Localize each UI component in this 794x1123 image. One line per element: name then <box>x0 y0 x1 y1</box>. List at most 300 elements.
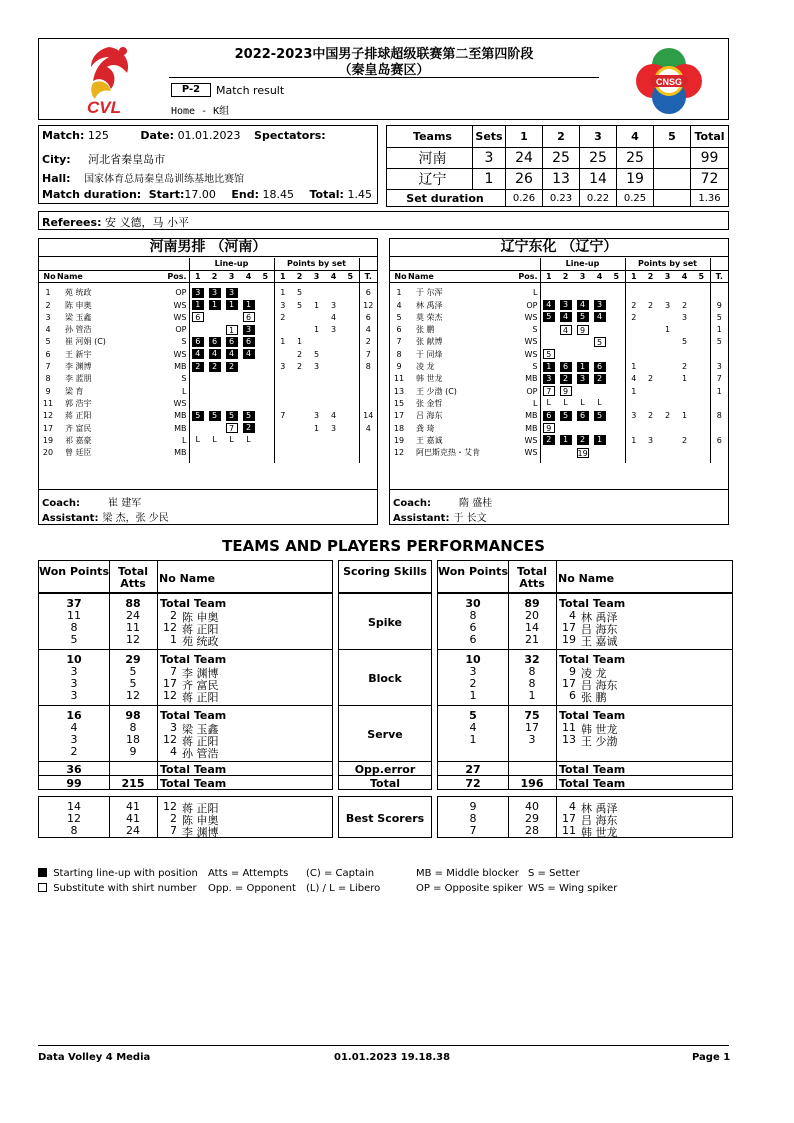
player-total: 8 <box>365 362 371 372</box>
set-points: 1 <box>313 325 320 335</box>
player-row <box>39 360 377 372</box>
set-points: 3 <box>330 423 337 433</box>
total-label: Total: <box>309 188 344 201</box>
lineup-cell <box>540 446 557 458</box>
total-atts: 98 <box>125 709 141 722</box>
player-total <box>710 287 728 299</box>
player-number: 7 <box>396 337 402 347</box>
player-number: 19 <box>42 435 54 445</box>
player-total: 7 <box>365 349 371 359</box>
roster-col-header: 4 <box>245 271 252 281</box>
set-points <box>659 434 676 446</box>
lineup-cell <box>574 360 591 372</box>
perf-player-number: 7 <box>170 665 177 678</box>
roster-col-header: 4 <box>681 271 688 281</box>
scoring-skills-header: Scoring Skills <box>343 565 427 578</box>
lineup-marker: 6 <box>209 337 221 347</box>
lineup-cell <box>574 434 591 446</box>
won-points: 11 <box>67 609 81 622</box>
player-row <box>390 336 728 348</box>
total-team-label: Total Team <box>559 709 626 722</box>
legend-substitute: Substitute with shirt number <box>53 883 197 894</box>
player-position: OP <box>155 287 189 299</box>
perf-player-name: 蒋 正阳 <box>182 691 219 704</box>
player-name: 吕 海东 <box>416 411 443 421</box>
lineup-cell <box>591 336 608 348</box>
set-points: 3 <box>647 435 654 445</box>
set-points <box>325 446 342 458</box>
perf-player-name: 韩 世龙 <box>581 826 618 839</box>
set-points <box>325 348 342 360</box>
set-points <box>676 323 693 335</box>
lineup-cell <box>189 446 206 458</box>
hall: 国家体育总局秦皇岛训练基地比赛馆 <box>84 174 245 185</box>
lineup-cell <box>189 385 206 397</box>
perf-player-name: 梁 玉鑫 <box>182 723 219 736</box>
lineup-marker: L <box>546 398 551 408</box>
set-points <box>676 422 693 434</box>
perf-player-number: 4 <box>569 609 576 622</box>
lineup-marker: 4 <box>577 300 589 310</box>
total-atts: 8 <box>528 665 536 678</box>
skill-name: Opp.error <box>354 763 416 776</box>
player-number: 12 <box>42 411 54 421</box>
player-row <box>390 422 728 434</box>
total-atts: 14 <box>525 621 539 634</box>
lineup-cell <box>591 385 608 397</box>
roster-col-header: 1 <box>279 271 286 281</box>
set-points: 1 <box>664 325 671 335</box>
lineup-marker: 1 <box>192 300 204 310</box>
perf-player-name: 陈 申奥 <box>182 611 219 624</box>
set-points: 2 <box>631 300 637 310</box>
perf-player-number: 12 <box>163 689 177 702</box>
assistant-name: 梁 杰，张 少民 <box>102 513 169 524</box>
lineup-cell <box>240 287 257 299</box>
roster-filler-cell <box>274 459 291 463</box>
date-label: Date: <box>140 129 175 142</box>
player-position: MB <box>155 422 189 434</box>
header <box>38 38 729 120</box>
player-row <box>39 348 377 360</box>
lineup-cell <box>206 446 223 458</box>
lineup-marker: 6 <box>560 362 572 372</box>
legend-mb: MB = Middle blocker <box>416 868 519 879</box>
set-points <box>642 311 659 323</box>
set-points <box>625 397 642 409</box>
lineup-marker: L <box>597 398 602 408</box>
player-number: 20 <box>42 448 54 458</box>
set-points <box>342 385 359 397</box>
player-name: 王 新宇 <box>65 349 92 359</box>
player-name: 张 金哲 <box>416 398 443 408</box>
perf-player-name: 李 渊博 <box>182 826 219 839</box>
lineup-cell <box>206 360 223 372</box>
roster-filler-cell <box>591 459 608 463</box>
col-divider <box>556 776 557 789</box>
total-atts: 28 <box>525 824 539 837</box>
lineup-marker: 4 <box>243 349 255 359</box>
player-row <box>39 311 377 323</box>
player-total: 6 <box>365 312 371 322</box>
lineup-cell <box>189 360 206 372</box>
lineup-cell <box>557 311 574 323</box>
coach-name: 崔 建军 <box>108 498 142 509</box>
player-row <box>39 323 377 335</box>
lineup-cell <box>206 336 223 348</box>
total-atts: 32 <box>524 653 540 666</box>
set-points <box>291 410 308 422</box>
player-position: L <box>155 434 189 446</box>
roster-col-header: 1 <box>630 271 637 281</box>
lineup-cell <box>557 336 574 348</box>
set-points <box>342 323 359 335</box>
player-name: 梁 玉鑫 <box>65 312 92 322</box>
player-number: 9 <box>396 362 402 372</box>
lineup-marker: 4 <box>560 312 572 322</box>
lineup-marker: 3 <box>226 288 238 298</box>
score-header-teams: Teams <box>387 126 473 148</box>
lineup-marker: 1 <box>577 362 589 372</box>
set-points: 3 <box>313 362 320 372</box>
lineup-marker: 3 <box>543 374 555 384</box>
player-number: 4 <box>45 325 51 335</box>
skill-cell <box>338 705 432 762</box>
roster-col-header: T. <box>715 271 723 281</box>
player-row <box>39 422 377 434</box>
total-team-label: Total Team <box>160 777 227 790</box>
lineup-marker: 6 <box>192 337 204 347</box>
perf-header <box>437 560 733 593</box>
total-team-label: Total Team <box>559 763 626 776</box>
set-points: 1 <box>280 337 286 347</box>
player-name: 齐 富民 <box>65 423 92 433</box>
lineup-cell <box>240 410 257 422</box>
lineup-marker: 6 <box>577 411 589 421</box>
player-position: OP <box>155 323 189 335</box>
lineup-marker: 4 <box>226 349 238 359</box>
lineup-marker: 9 <box>543 423 555 433</box>
won-points: 3 <box>70 677 78 690</box>
total-atts-header: Total Atts <box>117 565 149 590</box>
lineup-cell <box>608 434 625 446</box>
lineup-marker: L <box>246 435 251 445</box>
city: 河北省秦皇岛市 <box>88 153 166 166</box>
set-points <box>308 434 325 446</box>
lineup-cell <box>206 422 223 434</box>
lineup-cell <box>557 410 574 422</box>
lineup-cell <box>257 336 274 348</box>
lineup-marker: 3 <box>209 288 221 298</box>
score-set: 25 <box>617 148 654 169</box>
set-points <box>274 434 291 446</box>
player-position: L <box>155 385 189 397</box>
player-name: 曾 廷臣 <box>65 448 92 458</box>
player-position: WS <box>155 397 189 409</box>
assistant-label: Assistant: <box>393 513 450 524</box>
player-row <box>39 410 377 422</box>
lineup-cell <box>574 299 591 311</box>
score-header-total: Total <box>691 126 729 148</box>
player-total: 1 <box>716 386 722 396</box>
player-total: 6 <box>365 288 371 298</box>
total-atts: 8 <box>129 721 137 734</box>
lineup-marker: 2 <box>192 362 204 372</box>
lineup-cell <box>557 287 574 299</box>
total-atts: 11 <box>126 621 140 634</box>
col-divider <box>556 561 557 592</box>
player-number: 7 <box>45 362 51 372</box>
lineup-cell <box>574 287 591 299</box>
legend-libero: (L) / L = Libero <box>306 883 381 894</box>
perf-player-number: 17 <box>562 621 576 634</box>
lineup-marker: 9 <box>577 325 589 335</box>
perf-player-name: 李 渊博 <box>182 667 219 680</box>
no-name-header: No Name <box>159 572 216 585</box>
set-points: 1 <box>280 288 286 298</box>
perf-player-name: 蒋 正阳 <box>182 802 219 815</box>
player-position: S <box>155 373 189 385</box>
set-points <box>642 397 659 409</box>
player-name: 孙 管浩 <box>65 325 92 335</box>
player-name: 梁 育 <box>65 386 84 396</box>
player-row <box>390 323 728 335</box>
roster-filler-cell <box>359 459 377 463</box>
player-row <box>39 336 377 348</box>
perf-player-number: 17 <box>562 812 576 825</box>
lineup-cell <box>240 373 257 385</box>
total-atts: 29 <box>525 812 539 825</box>
won-points: 37 <box>66 597 82 610</box>
roster-col-header: 3 <box>664 271 671 281</box>
player-position: OP <box>506 385 540 397</box>
perf-player-number: 12 <box>163 621 177 634</box>
player-position: WS <box>506 348 540 360</box>
lineup-cell <box>223 360 240 372</box>
lineup-marker: 2 <box>209 362 221 372</box>
roster-filler <box>39 459 377 463</box>
total-atts: 41 <box>126 800 140 813</box>
set-points <box>291 434 308 446</box>
lineup-marker: 3 <box>243 325 255 335</box>
score-set: 26 <box>506 169 543 190</box>
won-points: 72 <box>465 777 481 790</box>
player-total: 4 <box>365 423 371 433</box>
lineup-cell <box>540 397 557 409</box>
score-header-set1: 1 <box>506 126 543 148</box>
roster-col-header: No <box>394 271 407 281</box>
roster-col-header: 4 <box>330 271 337 281</box>
player-name: 崔 河娟 (C) <box>65 337 106 347</box>
roster-filler-cell <box>240 459 257 463</box>
player-row <box>390 360 728 372</box>
score-row-home <box>387 148 729 169</box>
assistant-line <box>393 509 487 524</box>
score-set: 14 <box>580 169 617 190</box>
score-set: 25 <box>543 148 580 169</box>
lineup-cell <box>189 373 206 385</box>
roster-filler-cell <box>257 459 274 463</box>
perf-player-number: 19 <box>562 633 576 646</box>
team-name: 辽宁东化 （辽宁） <box>390 239 728 257</box>
lineup-marker: 6 <box>243 337 255 347</box>
lineup-marker: 3 <box>577 374 589 384</box>
set-points <box>693 446 710 458</box>
lineup-cell <box>608 323 625 335</box>
set-points <box>291 323 308 335</box>
lineup-marker: 1 <box>226 325 238 335</box>
lineup-cell <box>206 434 223 446</box>
lineup-cell <box>591 348 608 360</box>
set-points <box>291 373 308 385</box>
perf-opp_error-row <box>38 761 333 776</box>
total-atts: 12 <box>126 633 140 646</box>
lineup-marker: 1 <box>560 435 572 445</box>
perf-player-name: 王 嘉诚 <box>581 635 618 648</box>
perf-player-number: 6 <box>569 689 576 702</box>
legend-opp: Opp. = Opponent <box>208 883 296 894</box>
set-points: 3 <box>631 411 637 421</box>
player-number: 1 <box>45 288 51 298</box>
set-duration <box>654 190 691 207</box>
set-points <box>642 323 659 335</box>
set-points <box>308 385 325 397</box>
roster-col-header: 5 <box>608 270 625 282</box>
lineup-cell <box>240 397 257 409</box>
player-total: 6 <box>716 435 722 445</box>
score-set: 24 <box>506 148 543 169</box>
total-team-label: Total Team <box>559 597 626 610</box>
player-name: 王 嘉诚 <box>416 435 443 445</box>
player-row <box>390 348 728 360</box>
perf-block <box>437 593 733 650</box>
player-position: MB <box>155 410 189 422</box>
set-points: 1 <box>313 300 320 310</box>
roster-col-header: 4 <box>596 271 603 281</box>
perf-opp_error-row <box>437 761 733 776</box>
set-points: 3 <box>681 312 688 322</box>
player-number: 3 <box>45 312 51 322</box>
lineup-cell <box>540 373 557 385</box>
set-points <box>325 373 342 385</box>
set-points <box>642 287 659 299</box>
skill-name: Total <box>369 777 401 790</box>
referees <box>38 211 729 230</box>
perf-total-row <box>38 775 333 790</box>
set-points <box>693 360 710 372</box>
set-points <box>659 336 676 348</box>
lineup-cell <box>591 287 608 299</box>
lineup-cell <box>257 385 274 397</box>
roster-col-header: 3 <box>313 271 320 281</box>
player-row <box>390 311 728 323</box>
perf-player-name: 张 鹏 <box>581 691 607 704</box>
lineup-marker: 19 <box>577 448 588 458</box>
total-atts: 41 <box>126 812 140 825</box>
perf-player-name: 孙 管浩 <box>182 747 219 760</box>
lineup-label: Line-up <box>189 258 274 270</box>
lineup-marker: 6 <box>226 337 238 347</box>
total-atts: 29 <box>125 653 141 666</box>
set-points <box>342 311 359 323</box>
perf-player-name: 蒋 正阳 <box>182 735 219 748</box>
player-number: 11 <box>42 398 54 408</box>
duration-label: Match duration: <box>42 188 142 201</box>
lineup-cell <box>608 287 625 299</box>
lineup-cell <box>574 336 591 348</box>
set-points <box>659 446 676 458</box>
lineup-marker: 5 <box>543 349 555 359</box>
footer-timestamp: 01.01.2023 19.18.38 <box>334 1052 451 1063</box>
lineup-cell <box>591 360 608 372</box>
lineup-marker: 7 <box>543 386 555 396</box>
start-time: 17.00 <box>184 188 216 201</box>
roster-table <box>39 258 377 463</box>
set-points <box>308 397 325 409</box>
score-header-set2: 2 <box>543 126 580 148</box>
lineup-cell <box>206 299 223 311</box>
player-name: 林 禹泽 <box>416 300 443 310</box>
set-points <box>342 397 359 409</box>
lineup-cell <box>257 323 274 335</box>
set-points: 5 <box>296 300 303 310</box>
set-points: 3 <box>313 411 320 421</box>
player-total <box>359 446 377 458</box>
set-points <box>693 373 710 385</box>
player-position: OP <box>506 299 540 311</box>
score-total: 99 <box>691 148 729 169</box>
lineup-cell <box>223 410 240 422</box>
lineup-cell <box>574 397 591 409</box>
set-points: 2 <box>647 411 654 421</box>
match-date: 01.01.2023 <box>177 129 241 142</box>
lineup-cell <box>223 446 240 458</box>
set-points <box>308 373 325 385</box>
roster-filler-cell <box>308 459 325 463</box>
player-number: 9 <box>45 386 51 396</box>
player-row <box>390 287 728 299</box>
footer-page: Page 1 <box>692 1052 731 1063</box>
lineup-marker: 5 <box>594 337 606 347</box>
roster-filler-cell <box>223 459 240 463</box>
won-points: 2 <box>70 745 78 758</box>
lineup-marker: 2 <box>560 374 572 384</box>
set-points <box>659 397 676 409</box>
coach-divider <box>39 489 377 490</box>
legend-captain: (C) = Captain <box>306 868 375 879</box>
player-name: 于 同烽 <box>416 349 443 359</box>
perf-player-name: 吕 海东 <box>581 623 618 636</box>
player-number: 13 <box>393 386 405 396</box>
lineup-marker: 5 <box>243 411 255 421</box>
set-duration-label: Set duration <box>387 190 506 207</box>
player-number: 6 <box>396 325 402 335</box>
document-code: P-2 <box>171 83 211 97</box>
won-points: 8 <box>469 812 477 825</box>
player-row <box>39 397 377 409</box>
set-points: 5 <box>296 288 303 298</box>
roster-column-header <box>39 270 377 282</box>
lineup-cell <box>608 373 625 385</box>
player-row <box>390 385 728 397</box>
lineup-cell <box>540 311 557 323</box>
assistant-name: 于 长文 <box>453 513 487 524</box>
set-points <box>693 299 710 311</box>
won-points: 8 <box>469 609 477 622</box>
score-team: 河南 <box>387 148 473 169</box>
lineup-cell <box>608 348 625 360</box>
player-number: 15 <box>393 398 405 408</box>
